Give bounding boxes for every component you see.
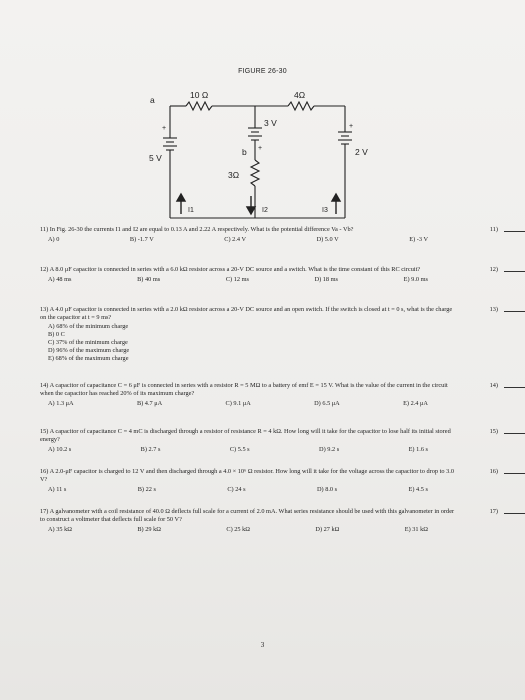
- answer-blank: [504, 387, 525, 388]
- option-d: D) 18 ms: [314, 276, 339, 283]
- option-c: C) 5.5 s: [229, 446, 250, 453]
- option-e: E) 2.4 μA: [403, 400, 428, 407]
- answer-blank: [504, 433, 525, 434]
- label-plus-2: +: [258, 145, 263, 152]
- option-e: E) 31 kΩ: [404, 526, 428, 533]
- question-stem: 17) A galvanometer with a coil resistance of 40.0 Ω deflects full scale for a current of 2.0 mA. What series resistance should be used with this galvanometer in order to construct a voltmeter that deflects full scale for 50 V?: [40, 508, 455, 523]
- label-node-b: b: [242, 147, 247, 157]
- resistor-4ohm: [288, 102, 314, 110]
- options-row: [48, 486, 428, 494]
- options-row: [48, 526, 428, 534]
- options-row: [48, 446, 428, 454]
- label-v1: 5 V: [149, 153, 162, 163]
- option-e: E) 68% of the maximum charge: [48, 355, 129, 362]
- question-stem: 13) A 4.0 μF capacitor is connected in series with a 2.0 kΩ resistor across a 20-V DC source and an open switch. If the switch is closed at t = 0 s, what is the charge on the capacitor at t = 9 ms?: [40, 306, 453, 321]
- label-plus-1: +: [162, 125, 167, 132]
- option-e: E) -3 V: [409, 236, 428, 243]
- option-d: D) 8.0 s: [316, 486, 338, 493]
- question-17: [40, 508, 498, 534]
- question-stem: 12) A 8.0 μF capacitor is connected in series with a 6.0 kΩ resistor across a 20-V DC source and a switch. What is the time constant of this RC circuit?: [40, 266, 421, 273]
- option-d: D) 6.5 μA: [314, 400, 340, 407]
- question-stem: 15) A capacitor of capacitance C = 4 mC is discharged through a resistor of resistance R = 4 kΩ. How long will it take for the capacitor to lose half its initial stored energy?: [40, 428, 451, 443]
- resistor-10ohm: [186, 102, 212, 110]
- question-12: [40, 266, 498, 284]
- question-number: 14): [489, 382, 498, 389]
- question-number: 15): [489, 428, 498, 435]
- answer-blank: [504, 513, 525, 514]
- option-b: B) 0 C: [48, 331, 65, 338]
- option-b: B) 2.7 s: [140, 446, 161, 453]
- label-v3: 2 V: [355, 147, 368, 157]
- question-14: [40, 382, 498, 408]
- option-b: B) 4.7 μA: [136, 400, 163, 407]
- option-c: C) 25 kΩ: [226, 526, 250, 533]
- option-c: C) 24 s: [227, 486, 246, 493]
- question-11: [40, 226, 498, 244]
- option-c: C) 37% of the minimum charge: [48, 339, 128, 346]
- label-i3: I3: [322, 207, 328, 214]
- option-d: D) 96% of the maximum charge: [48, 347, 130, 354]
- options-row: [48, 236, 428, 244]
- label-plus-3: +: [349, 123, 354, 130]
- options-list: [48, 323, 460, 363]
- option-a: A) 1.3 μA: [48, 400, 74, 407]
- page-number: 3: [260, 641, 265, 649]
- label-i2: I2: [262, 207, 268, 214]
- figure-title: FIGURE 26-30: [238, 68, 287, 75]
- question-stem: 11) In Fig. 26-30 the currents I1 and I2 are equal to 0.13 A and 2.22 A respectively. What is the potential difference Va - Vb?: [40, 226, 354, 233]
- option-b: B) 22 s: [137, 486, 156, 493]
- resistor-3ohm: [251, 160, 259, 186]
- option-d: D) 5.0 V: [316, 236, 339, 243]
- option-a: A) 35 kΩ: [48, 526, 72, 533]
- question-number: 16): [489, 468, 498, 475]
- question-13: [40, 306, 498, 363]
- option-d: D) 9.2 s: [319, 446, 340, 453]
- option-b: B) -1.7 V: [129, 236, 154, 243]
- question-number: 12): [489, 266, 498, 273]
- options-row: [48, 400, 428, 408]
- label-r2: 4Ω: [294, 90, 306, 100]
- question-16: [40, 468, 498, 494]
- answer-blank: [504, 271, 525, 272]
- label-i1: I1: [188, 207, 194, 214]
- option-a: A) 68% of the minimum charge: [48, 323, 129, 330]
- label-v2: 3 V: [264, 118, 277, 128]
- answer-blank: [504, 473, 525, 474]
- label-r1: 10 Ω: [190, 90, 209, 100]
- option-b: B) 29 kΩ: [137, 526, 161, 533]
- label-r3: 3Ω: [228, 170, 240, 180]
- option-d: D) 27 kΩ: [315, 526, 340, 533]
- label-node-a: a: [150, 95, 155, 105]
- question-stem: 16) A 2.0-μF capacitor is charged to 12 V and then discharged through a 4.0 × 10⁶ Ω resistor. How long will it take for the voltage across the capacitor to drop to 3.0 V?: [40, 468, 454, 483]
- question-15: [40, 428, 498, 454]
- option-e: E) 9.0 ms: [403, 276, 428, 283]
- option-a: A) 11 s: [48, 486, 67, 493]
- question-stem: 14) A capacitor of capacitance C = 6 μF is connected in series with a resistor R = 5 MΩ to a battery of emf E = 15 V. What is the value of the current in the circuit when the capacitor has reached 20% of its maximum charge?: [40, 382, 448, 397]
- option-e: E) 4.5 s: [408, 486, 428, 493]
- options-row: [48, 276, 428, 284]
- answer-blank: [504, 311, 525, 312]
- option-c: C) 9.1 μA: [225, 400, 251, 407]
- option-c: C) 12 ms: [225, 276, 249, 283]
- option-a: A) 0: [48, 236, 60, 243]
- question-number: 13): [489, 306, 498, 313]
- option-e: E) 1.6 s: [408, 446, 428, 453]
- question-number: 11): [489, 226, 498, 233]
- option-b: B) 40 ms: [137, 276, 161, 283]
- question-number: 17): [489, 508, 498, 515]
- option-a: A) 48 ms: [48, 276, 72, 283]
- answer-blank: [504, 231, 525, 232]
- option-c: C) 2.4 V: [224, 236, 247, 243]
- option-a: A) 10.2 s: [48, 446, 72, 453]
